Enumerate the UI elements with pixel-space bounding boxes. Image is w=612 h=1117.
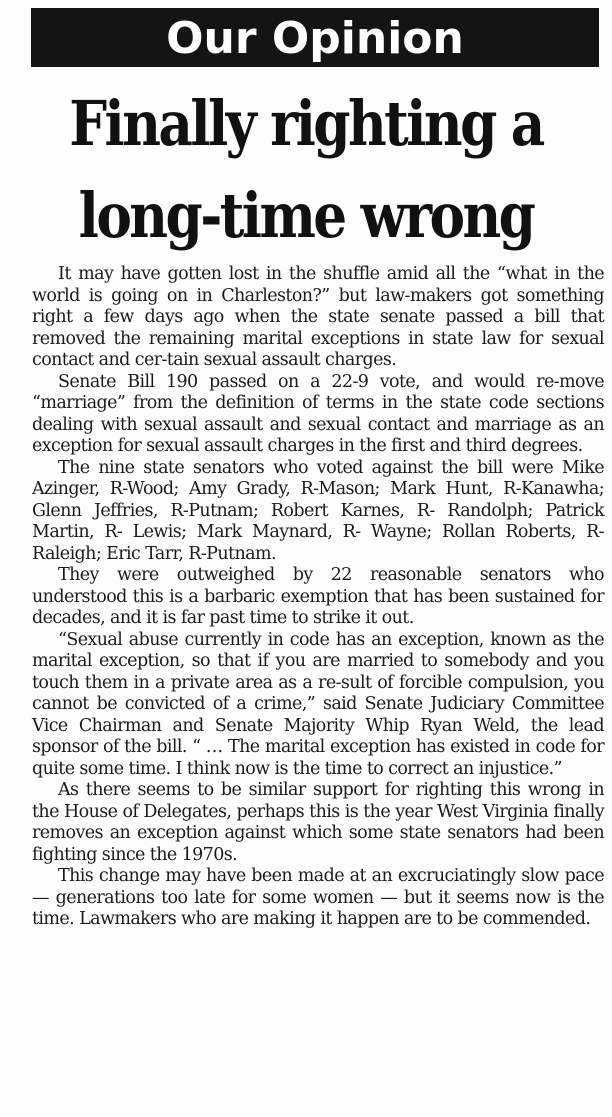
headline [60, 78, 552, 262]
article-paragraph-3: The nine state senators who voted against the bill were Mike Azinger, R-Wood; Amy Grady, R-Mason; Mark Hunt, R-Kanawha; Glenn Jeffries, R-Putnam; Robert Karnes, R- Randolph; Patrick Martin, R- Lewis; Mark Maynard, R- Wayne; Rollan Roberts, R-Raleigh; Eric Tarr, R-Putnam. [32, 457, 604, 564]
headline-line-1: Finally righting a [69, 87, 543, 160]
section-banner [31, 8, 599, 67]
article-paragraph-7: This change may have been made at an excruciatingly slow pace — generations too late for some women — but it seems now is the time. Lawmakers who are making it happen are to be commended. [32, 866, 604, 929]
article-paragraph-1: It may have gotten lost in the shuffle amid all the “what in the world is going on in Charleston?” but law-makers got something right a few days ago when the state senate passed a bill that removed the remaining marital exceptions in state law for sexual contact and cer-tain sexual assault charges. [32, 264, 604, 370]
article-paragraph-6: As there seems to be similar support for righting this wrong in the House of Delegates, perhaps this is the year West Virginia finally removes an exception against which some state senators had been fighting since the 1970s. [32, 780, 604, 865]
article-paragraph-4: They were outweighed by 22 reasonable senators who understood this is a barbaric exemption that has been sustained for decades, and it is far past time to strike it out. [32, 565, 604, 628]
article-paragraph-2: Senate Bill 190 passed on a 22-9 vote, and would re-move “marriage” from the definition of terms in the state code sections dealing with sexual assault and sexual contact and marriage as an exception for sexual assault charges in the first and third degrees. [32, 371, 604, 456]
article-paragraph-5: “Sexual abuse currently in code has an exception, known as the marital exception, so that if you are married to somebody and you touch them in a private area as a re-sult of forcible compulsion, you cannot be convicted of a crime,” said Senate Judiciary Committee Vice Chairman and Senate Majority Whip Ryan Weld, the lead sponsor of the bill. “ … The marital exception has existed in code for quite some time. I think now is the time to correct an injustice.” [32, 629, 604, 779]
headline-line-2: long-time wrong [78, 179, 534, 252]
section-banner-label: Our Opinion [166, 12, 464, 64]
article-body [32, 264, 604, 931]
